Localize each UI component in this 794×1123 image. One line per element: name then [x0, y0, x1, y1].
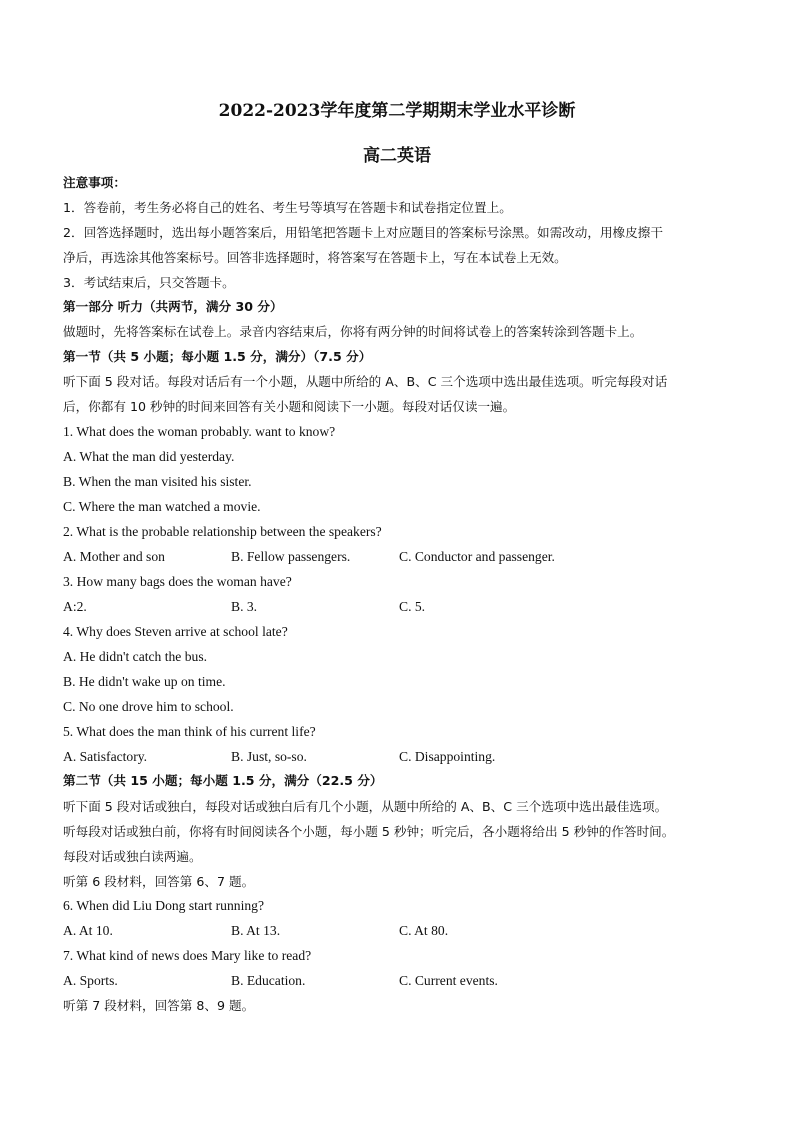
section1-heading: 第一节（共 5 小题；每小题 1.5 分，满分）（7.5 分） [63, 349, 372, 364]
part1-instruction: 做题时，先将答案标在试卷上。录音内容结束后，你将有两分钟的时间将试卷上的答案转涂到答题卡上。 [63, 324, 643, 339]
question-2-option-b: B. Fellow passengers. [231, 549, 351, 564]
question-2-option-c: C. Conductor and passenger. [399, 549, 555, 564]
notice-item-1: 1．答卷前，考生务必将自己的姓名、考生号等填写在答题卡和试卷指定位置上。 [63, 200, 512, 215]
question-7-option-c: C. Current events. [399, 973, 498, 988]
section2-instruction-1: 听下面 5 段对话或独白，每段对话或独白后有几个小题，从题中所给的 A、B、C 三个选项中选出最佳选项。 [63, 799, 668, 814]
question-3-option-c: C. 5. [399, 599, 426, 614]
section1-instruction-1: 听下面 5 段对话。每段对话后有一个小题，从题中所给的 A、B、C 三个选项中选出最佳选项。听完每段对话 [63, 374, 668, 389]
question-1-option-c: C. Where the man watched a movie. [63, 499, 261, 514]
question-5-option-c: C. Disappointing. [399, 749, 496, 764]
question-2-option-a: A. Mother and son [63, 549, 165, 564]
notice-item-2: 2．回答选择题时，选出每小题答案后，用铅笔把答题卡上对应题目的答案标号涂黑。如需改动，用橡皮擦干 [63, 225, 663, 240]
question-4-option-b: B. He didn't wake up on time. [63, 674, 226, 689]
section2-instruction-2: 听每段对话或独白前，你将有时间阅读各个小题，每小题 5 秒钟；听完后，各小题将给出 5 秒钟的作答时间。 [63, 824, 675, 839]
question-7-option-b: B. Education. [231, 973, 306, 988]
section1-instruction-2: 后，你都有 10 秒钟的时间来回答有关小题和阅读下一小题。每段对话仅读一遍。 [63, 399, 516, 414]
material-6-note: 听第 6 段材料，回答第 6、7 题。 [63, 874, 255, 889]
question-4-option-c: C. No one drove him to school. [63, 699, 234, 714]
question-3-stem: 3. How many bags does the woman have? [63, 574, 292, 589]
question-3-option-a: A:2. [63, 599, 87, 614]
question-5-stem: 5. What does the man think of his current life? [63, 724, 316, 739]
question-2-stem: 2. What is the probable relationship between the speakers? [63, 524, 382, 539]
question-7-stem: 7. What kind of news does Mary like to read? [63, 948, 312, 963]
question-3-option-b: B. 3. [231, 599, 258, 614]
question-5-option-a: A. Satisfactory. [63, 749, 148, 764]
notice-heading: 注意事项： [63, 175, 126, 190]
part1-heading: 第一部分 听力（共两节，满分 30 分） [63, 299, 283, 314]
question-6-stem: 6. When did Liu Dong start running? [63, 898, 264, 913]
question-1-stem: 1. What does the woman probably. want to know? [63, 424, 336, 439]
question-4-option-a: A. He didn't catch the bus. [63, 649, 208, 664]
section2-instruction-3: 每段对话或独白读两遍。 [63, 849, 202, 864]
exam-title: 2022-2023学年度第二学期期末学业水平诊断 [218, 101, 576, 121]
question-4-stem: 4. Why does Steven arrive at school late? [63, 624, 288, 639]
question-1-option-a: A. What the man did yesterday. [63, 449, 235, 464]
question-1-option-b: B. When the man visited his sister. [63, 474, 252, 489]
notice-item-3: 3．考试结束后，只交答题卡。 [63, 275, 235, 290]
exam-subtitle: 高二英语 [363, 146, 431, 166]
notice-item-2-cont: 净后，再选涂其他答案标号。回答非选择题时，将答案写在答题卡上，写在本试卷上无效。 [63, 250, 567, 265]
question-6-option-a: A. At 10. [63, 923, 113, 938]
question-6-option-c: C. At 80. [399, 923, 449, 938]
question-7-option-a: A. Sports. [63, 973, 118, 988]
material-7-note: 听第 7 段材料，回答第 8、9 题。 [63, 998, 255, 1013]
section2-heading: 第二节（共 15 小题；每小题 1.5 分，满分（22.5 分） [63, 773, 383, 788]
question-5-option-b: B. Just, so-so. [231, 749, 307, 764]
question-6-option-b: B. At 13. [231, 923, 281, 938]
